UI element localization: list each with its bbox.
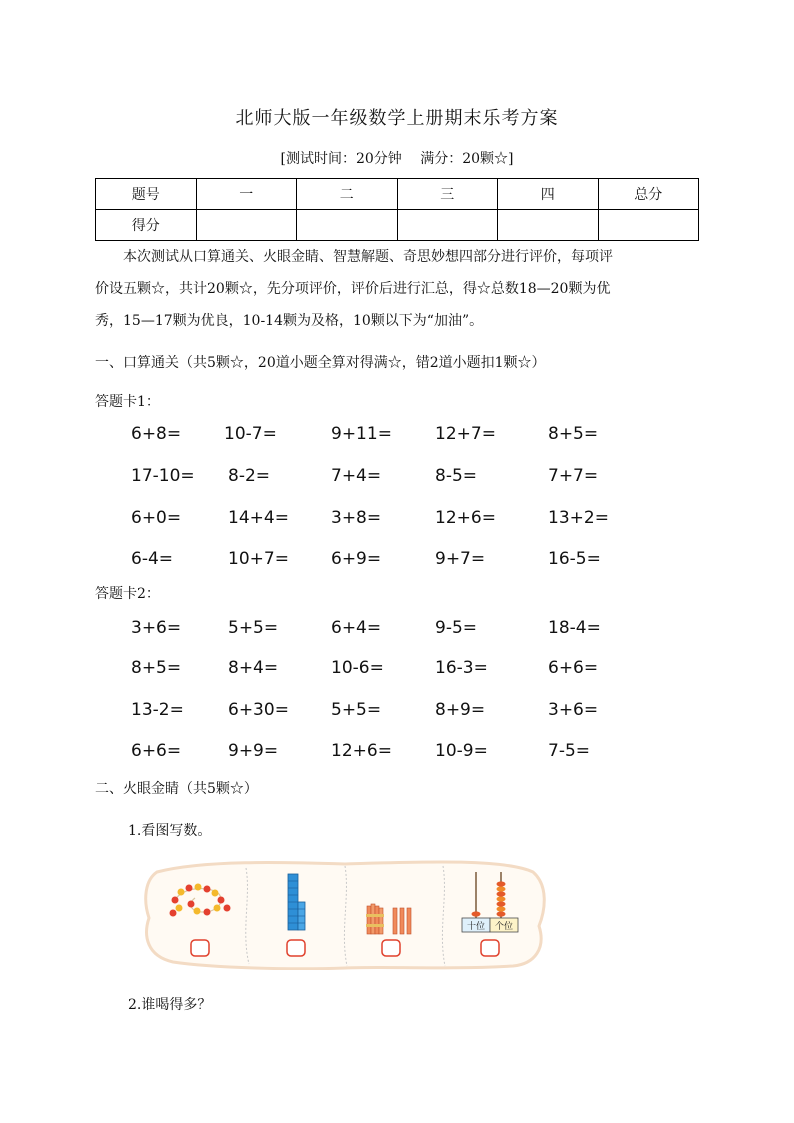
header-cell: 总分 bbox=[598, 179, 699, 210]
math-problem: 6-4= bbox=[131, 549, 174, 569]
header-cell: 四 bbox=[498, 179, 599, 210]
math-problem: 14+4= bbox=[228, 508, 289, 528]
math-problem: 10+7= bbox=[228, 549, 289, 569]
test-info: [测试时间：20分钟 满分：20颗☆] bbox=[280, 151, 514, 167]
header-cell: 二 bbox=[297, 179, 398, 210]
math-problem: 6+6= bbox=[131, 741, 182, 761]
math-problem: 7-5= bbox=[548, 741, 591, 761]
section2-heading: 二、火眼金睛（共5颗☆） bbox=[95, 781, 258, 797]
math-problem: 16-3= bbox=[435, 658, 488, 678]
math-problem: 16-5= bbox=[548, 549, 601, 569]
math-problem: 8-5= bbox=[435, 466, 478, 486]
score-cell[interactable] bbox=[598, 210, 699, 241]
math-problem: 17-10= bbox=[131, 466, 195, 486]
math-problem: 8-2= bbox=[228, 466, 271, 486]
answer-box[interactable] bbox=[191, 940, 209, 956]
math-problem: 8+5= bbox=[131, 658, 182, 678]
score-cell[interactable] bbox=[297, 210, 398, 241]
score-cell[interactable] bbox=[498, 210, 599, 241]
math-problem: 18-4= bbox=[548, 618, 601, 638]
math-problem: 9-5= bbox=[435, 618, 478, 638]
math-problem: 6+6= bbox=[548, 658, 599, 678]
question-1: 1.看图写数。 bbox=[128, 823, 212, 839]
ones-label: 个位 bbox=[494, 922, 514, 932]
math-problem: 6+8= bbox=[131, 424, 182, 444]
math-problem: 6+0= bbox=[131, 508, 182, 528]
counting-picture-strip bbox=[143, 856, 547, 970]
math-problem: 6+9= bbox=[331, 549, 382, 569]
intro-line: 秀，15—17颗为优良，10-14颗为及格，10颗以下为“加油”。 bbox=[95, 313, 484, 329]
intro-paragraph bbox=[95, 241, 699, 337]
answer-box[interactable] bbox=[382, 940, 400, 956]
card2-label: 答题卡2： bbox=[95, 586, 160, 602]
answer-box[interactable] bbox=[481, 940, 499, 956]
math-problem: 8+9= bbox=[435, 700, 486, 720]
math-problem: 12+6= bbox=[435, 508, 496, 528]
intro-line: 本次测试从口算通关、火眼金睛、智慧解题、奇思妙想四部分进行评价，每项评 bbox=[123, 249, 613, 265]
math-problem: 13+2= bbox=[548, 508, 609, 528]
header-cell: 一 bbox=[196, 179, 297, 210]
header-cell: 三 bbox=[397, 179, 498, 210]
page-title: 北师大版一年级数学上册期末乐考方案 bbox=[235, 108, 559, 129]
question-2: 2.谁喝得多？ bbox=[128, 997, 212, 1013]
math-problem: 10-7= bbox=[224, 424, 277, 444]
score-table-score-row bbox=[96, 210, 699, 241]
card1-label: 答题卡1： bbox=[95, 394, 160, 410]
math-problem: 8+4= bbox=[228, 658, 279, 678]
math-problem: 9+11= bbox=[331, 424, 392, 444]
answer-box[interactable] bbox=[287, 940, 305, 956]
intro-line: 价设五颗☆，共计20颗☆，先分项评价，评价后进行汇总，得☆总数18—20颗为优 bbox=[95, 281, 611, 297]
math-problem: 3+6= bbox=[131, 618, 182, 638]
math-problem: 10-9= bbox=[435, 741, 488, 761]
math-problem: 5+5= bbox=[331, 700, 382, 720]
math-problem: 12+7= bbox=[435, 424, 496, 444]
score-table-header-row bbox=[96, 179, 699, 210]
math-problem: 9+7= bbox=[435, 549, 486, 569]
math-problem: 8+5= bbox=[548, 424, 599, 444]
score-cell[interactable] bbox=[397, 210, 498, 241]
header-cell: 题号 bbox=[96, 179, 197, 210]
math-problem: 13-2= bbox=[131, 700, 184, 720]
score-cell[interactable] bbox=[196, 210, 297, 241]
score-table bbox=[95, 178, 699, 241]
math-problem: 3+6= bbox=[548, 700, 599, 720]
math-problem: 7+4= bbox=[331, 466, 382, 486]
math-problem: 7+7= bbox=[548, 466, 599, 486]
math-problem: 9+9= bbox=[228, 741, 279, 761]
tens-label: 十位 bbox=[466, 922, 486, 932]
math-problem: 6+30= bbox=[228, 700, 289, 720]
math-problem: 5+5= bbox=[228, 618, 279, 638]
row-label: 得分 bbox=[96, 210, 197, 241]
math-problem: 3+8= bbox=[331, 508, 382, 528]
math-problem: 6+4= bbox=[331, 618, 382, 638]
section1-heading: 一、口算通关（共5颗☆，20道小题全算对得满☆，错2道小题扣1颗☆） bbox=[95, 355, 546, 371]
math-problem: 10-6= bbox=[331, 658, 384, 678]
math-problem: 12+6= bbox=[331, 741, 392, 761]
